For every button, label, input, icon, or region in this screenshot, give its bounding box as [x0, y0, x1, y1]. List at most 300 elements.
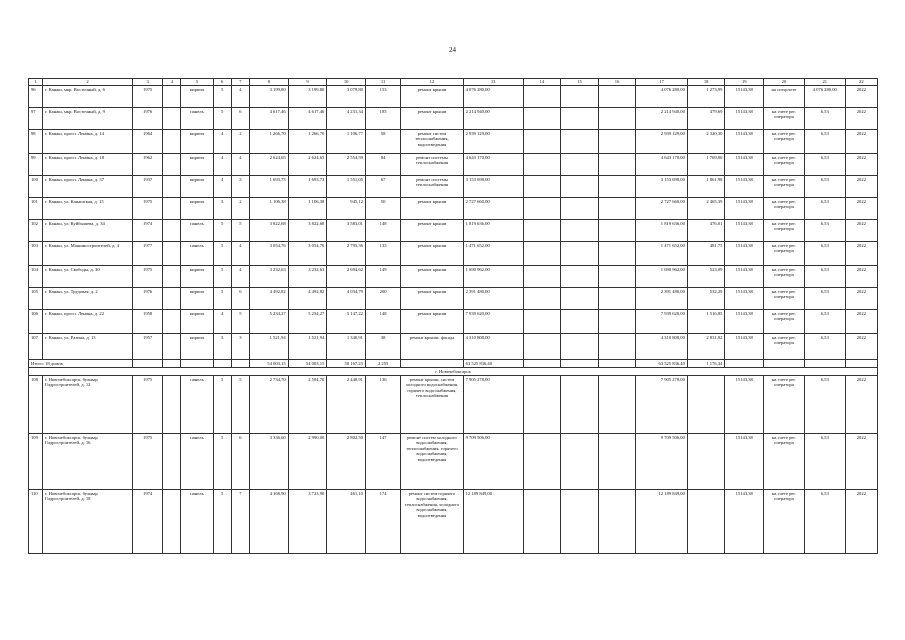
cell-c4	[163, 220, 181, 242]
cell-year: 1976	[133, 108, 163, 130]
cell-year: 1964	[133, 130, 163, 154]
cell-addr: г. Канаш, просп. Ленина, д. 37	[42, 176, 132, 198]
cell-fl: 3	[213, 198, 231, 220]
cell-c21: 6,53	[804, 376, 845, 434]
cell-n: 110	[29, 490, 43, 554]
cell-c19: 15143,38	[725, 130, 764, 154]
cell-c19: 15143,38	[725, 86, 764, 108]
cell-c4	[163, 86, 181, 108]
cell-fl: 4	[213, 310, 231, 334]
cell-year: 1975	[133, 266, 163, 288]
cell-ent: 5	[231, 376, 249, 434]
cell-c15	[561, 198, 599, 220]
cell-res: 38	[365, 334, 400, 360]
cell-res: 58	[365, 130, 400, 154]
cell-n: 106	[29, 310, 43, 334]
cell-ent: 4	[231, 242, 249, 266]
cell-ent: 4	[231, 86, 249, 108]
cell-res: 136	[365, 376, 400, 434]
cell-c22: 2022	[845, 176, 877, 198]
column-number: 3	[133, 79, 163, 86]
column-number: 12	[401, 79, 463, 86]
cell-a9: 2 990,00	[288, 434, 327, 490]
cell-addr: г. Новочебоксарск, бульвар Гидростроителей, д. 16	[42, 434, 132, 490]
cell-a8: 4 617,46	[250, 108, 289, 130]
cell-a9: 1 693,73	[288, 176, 327, 198]
total-a10: 50 167,23	[327, 360, 366, 368]
cell-c18: 476,01	[687, 220, 725, 242]
cell-c14	[523, 176, 561, 198]
total-empty	[561, 360, 599, 368]
cell-ent: 3	[231, 334, 249, 360]
cell-a9: 4 492,82	[288, 288, 327, 310]
cell-c20: на счете рег. оператора	[764, 108, 805, 130]
cell-ent: 6	[231, 434, 249, 490]
cell-c4	[163, 108, 181, 130]
cell-a9: 2 624,65	[288, 154, 327, 176]
cell-n: 97	[29, 108, 43, 130]
cell-fl: 5	[213, 490, 231, 554]
total-res: 2 255	[365, 360, 400, 368]
cell-c22: 2022	[845, 86, 877, 108]
cell-c18: 2 465,39	[687, 198, 725, 220]
cell-fl: 3	[213, 334, 231, 360]
cell-c18: 479,69	[687, 108, 725, 130]
total-empty	[845, 360, 877, 368]
cell-c22: 2022	[845, 334, 877, 360]
cell-year: 1937	[133, 176, 163, 198]
cell-a10: 2 440,91	[327, 376, 366, 434]
cell-n: 99	[29, 154, 43, 176]
cell-c20: на счете рег. оператора	[764, 176, 805, 198]
column-number: 21	[804, 79, 845, 86]
cell-c18: 2 831,92	[687, 334, 725, 360]
cell-c21: 6,53	[804, 266, 845, 288]
cell-a8: 3 054,76	[250, 242, 289, 266]
cell-fl: 5	[213, 86, 231, 108]
cell-c17: 7 905 278,00	[636, 376, 688, 434]
cell-c15	[561, 434, 599, 490]
cell-c20: на счете рег. оператора	[764, 434, 805, 490]
cell-c14	[523, 154, 561, 176]
cell-c15	[561, 266, 599, 288]
cell-c21: 6,53	[804, 176, 845, 198]
table-row	[29, 242, 878, 266]
cell-c18: 523,09	[687, 266, 725, 288]
column-number: 15	[561, 79, 599, 86]
cell-ent: 6	[231, 108, 249, 130]
column-number: 1	[29, 79, 43, 86]
cell-c17: 1 690 962,00	[636, 266, 688, 288]
cell-fl: 5	[213, 242, 231, 266]
capital-repair-table	[28, 78, 878, 554]
cell-c4	[163, 288, 181, 310]
total-empty	[213, 360, 231, 368]
column-number: 22	[845, 79, 877, 86]
cell-fl: 4	[213, 130, 231, 154]
cell-a8: 1 106,38	[250, 198, 289, 220]
cell-c22: 2022	[845, 154, 877, 176]
cell-c17: 7 939 620,00	[636, 310, 688, 334]
cell-res: 148	[365, 220, 400, 242]
cell-a10: 945,12	[327, 198, 366, 220]
cell-c16	[598, 108, 636, 130]
column-number: 4	[163, 79, 181, 86]
cell-c15	[561, 242, 599, 266]
cell-mat: кирпич	[181, 86, 213, 108]
cell-res: 84	[365, 154, 400, 176]
cell-c19: 15143,38	[725, 490, 764, 554]
cell-fl: 5	[213, 266, 231, 288]
cell-res: 135	[365, 242, 400, 266]
cell-c21: 4 076 280,00	[804, 86, 845, 108]
cell-cost: 7 939 620,00	[463, 310, 523, 334]
table-row	[29, 130, 878, 154]
cell-c16	[598, 130, 636, 154]
cell-addr: г. Канаш, просп. Ленина, д. 22	[42, 310, 132, 334]
table-row	[29, 176, 878, 198]
cell-c14	[523, 266, 561, 288]
total-empty	[231, 360, 249, 368]
cell-c4	[163, 154, 181, 176]
cell-a8: 3 336,60	[250, 434, 289, 490]
cell-c20: на счете рег. оператора	[764, 376, 805, 434]
total-empty	[804, 360, 845, 368]
cell-a9: 3 054,76	[288, 242, 327, 266]
cell-c21: 6,53	[804, 334, 845, 360]
cell-c4	[163, 310, 181, 334]
cell-c14	[523, 242, 561, 266]
cell-c14	[523, 198, 561, 220]
total-label: Итого: 18 домов	[29, 360, 133, 368]
cell-n: 105	[29, 288, 43, 310]
column-number: 10	[327, 79, 366, 86]
cell-mat: кирпич	[181, 288, 213, 310]
cell-res: 185	[365, 108, 400, 130]
total-empty	[725, 360, 764, 368]
cell-c20: на счете рег. оператора	[764, 130, 805, 154]
cell-addr: г. Новочебоксарск, бульвар Гидростроителей, д. 18	[42, 490, 132, 554]
cell-work: ремонт системы теплоснабжения	[401, 176, 463, 198]
cell-work: ремонт систем горячего водоснабжения, теплоснабжения, холодного водоснабжения, водоотведения	[401, 490, 463, 554]
cell-c15	[561, 376, 599, 434]
cell-c17: 2 391 480,00	[636, 288, 688, 310]
cell-n: 103	[29, 242, 43, 266]
cell-c18: 1 273,99	[687, 86, 725, 108]
cell-c21: 6,53	[804, 434, 845, 490]
cell-c14	[523, 310, 561, 334]
cell-a9: 1 266,70	[288, 130, 327, 154]
cell-c14	[523, 108, 561, 130]
city-heading-row	[29, 368, 878, 376]
cell-c16	[598, 154, 636, 176]
table-row	[29, 266, 878, 288]
table-row	[29, 490, 878, 554]
cell-c4	[163, 198, 181, 220]
cell-cost: 1 819 636,00	[463, 220, 523, 242]
total-empty	[163, 360, 181, 368]
total-cost: 63 525 836,40	[463, 360, 523, 368]
cell-mat: кирпич	[181, 334, 213, 360]
cell-ent: 4	[231, 154, 249, 176]
cell-c15	[561, 176, 599, 198]
total-empty	[133, 360, 163, 368]
table-row	[29, 334, 878, 360]
cell-a9: 4 617,46	[288, 108, 327, 130]
cell-a9: 3 199,80	[288, 86, 327, 108]
cell-mat: панель	[181, 108, 213, 130]
cell-a10: 461,10	[327, 490, 366, 554]
cell-a8: 2 734,70	[250, 376, 289, 434]
cell-a8: 1 521,94	[250, 334, 289, 360]
cell-work: ремонт крыши, фасада	[401, 334, 463, 360]
cell-cost: 7 905 278,00	[463, 376, 523, 434]
cell-c20: на спецсчете	[764, 86, 805, 108]
column-number: 7	[231, 79, 249, 86]
cell-c4	[163, 176, 181, 198]
cell-c18: 1 516,85	[687, 310, 725, 334]
total-c17: 63 525 836,40	[636, 360, 688, 368]
cell-mat: панель	[181, 376, 213, 434]
cell-c4	[163, 130, 181, 154]
cell-n: 100	[29, 176, 43, 198]
cell-n: 96	[29, 86, 43, 108]
cell-cost: 9 709 506,00	[463, 434, 523, 490]
cell-c4	[163, 376, 181, 434]
cell-a9: 5 234,27	[288, 310, 327, 334]
cell-fl: 5	[213, 434, 231, 490]
table-body	[29, 79, 878, 554]
cell-c18	[687, 434, 725, 490]
total-empty	[764, 360, 805, 368]
cell-c16	[598, 198, 636, 220]
cell-c21: 6,53	[804, 242, 845, 266]
cell-a10: 4 034,79	[327, 288, 366, 310]
table-row	[29, 154, 878, 176]
cell-ent: 3	[231, 176, 249, 198]
cell-c16	[598, 266, 636, 288]
cell-a10: 1 340,91	[327, 334, 366, 360]
cell-c21: 6,53	[804, 108, 845, 130]
table-row	[29, 310, 878, 334]
cell-mat: панель	[181, 220, 213, 242]
cell-c16	[598, 242, 636, 266]
total-empty	[598, 360, 636, 368]
cell-c16	[598, 310, 636, 334]
column-number: 11	[365, 79, 400, 86]
cell-c17: 9 709 506,00	[636, 434, 688, 490]
cell-c4	[163, 242, 181, 266]
column-number: 13	[463, 79, 523, 86]
cell-a10: 2 694,62	[327, 266, 366, 288]
cell-c17: 12 189 849,00	[636, 490, 688, 554]
cell-c17: 4 643 170,00	[636, 154, 688, 176]
cell-work: ремонт крыши, систем холодного водоснабжения, горячего водоснабжения, теплоснабжения	[401, 376, 463, 434]
cell-c20: на счете рег. оператора	[764, 266, 805, 288]
cell-res: 67	[365, 176, 400, 198]
cell-c4	[163, 266, 181, 288]
table-row	[29, 220, 878, 242]
cell-c22: 2022	[845, 130, 877, 154]
cell-year: 1975	[133, 434, 163, 490]
cell-c19: 15143,38	[725, 310, 764, 334]
column-number: 17	[636, 79, 688, 86]
cell-fl: 5	[213, 376, 231, 434]
total-empty	[523, 360, 561, 368]
cell-mat: кирпич	[181, 176, 213, 198]
cell-c16	[598, 288, 636, 310]
cell-c15	[561, 220, 599, 242]
cell-c19: 15143,38	[725, 266, 764, 288]
cell-c19: 15143,38	[725, 198, 764, 220]
cell-year: 1962	[133, 154, 163, 176]
cell-a10: 4 231,34	[327, 108, 366, 130]
cell-ent: 6	[231, 288, 249, 310]
cell-c16	[598, 176, 636, 198]
cell-c4	[163, 434, 181, 490]
cell-c21: 6,53	[804, 198, 845, 220]
cell-c19: 15143,38	[725, 376, 764, 434]
column-number: 2	[42, 79, 132, 86]
cell-ent: 2	[231, 198, 249, 220]
cell-c20: на счете рег. оператора	[764, 288, 805, 310]
cell-mat: кирпич	[181, 310, 213, 334]
cell-fl: 5	[213, 220, 231, 242]
cell-ent: 4	[231, 266, 249, 288]
cell-a8: 3 232,63	[250, 266, 289, 288]
cell-c14	[523, 334, 561, 360]
cell-a9: 3 723,90	[288, 490, 327, 554]
column-number: 14	[523, 79, 561, 86]
cell-res: 174	[365, 490, 400, 554]
cell-c22: 2022	[845, 220, 877, 242]
table-row	[29, 434, 878, 490]
cell-cost: 12 189 849,00	[463, 490, 523, 554]
cell-c22: 2022	[845, 266, 877, 288]
total-c18: 1 176,34	[687, 360, 725, 368]
cell-mat: панель	[181, 242, 213, 266]
cell-c17: 2 727 660,00	[636, 198, 688, 220]
cell-year: 1976	[133, 288, 163, 310]
column-number: 19	[725, 79, 764, 86]
cell-addr: г. Канаш, ул. Трудовая, д. 2	[42, 288, 132, 310]
cell-c20: на счете рег. оператора	[764, 198, 805, 220]
column-number: 20	[764, 79, 805, 86]
cell-work: ремонт крыши	[401, 108, 463, 130]
cell-n: 109	[29, 434, 43, 490]
cell-c22: 2022	[845, 242, 877, 266]
cell-mat: кирпич	[181, 266, 213, 288]
cell-work: ремонт крыши	[401, 198, 463, 220]
cell-cost: 2 939 129,00	[463, 130, 523, 154]
cell-c17: 2 214 940,00	[636, 108, 688, 130]
cell-c15	[561, 154, 599, 176]
cell-a9: 3 232,63	[288, 266, 327, 288]
cell-n: 101	[29, 198, 43, 220]
cell-cost: 4 076 280,00	[463, 86, 523, 108]
cell-c22: 2022	[845, 490, 877, 554]
total-a9: 54 003,15	[288, 360, 327, 368]
cell-fl: 4	[213, 176, 231, 198]
table-row	[29, 108, 878, 130]
cell-fl: 5	[213, 108, 231, 130]
cell-year: 1975	[133, 86, 163, 108]
cell-c16	[598, 86, 636, 108]
cell-c16	[598, 220, 636, 242]
cell-c20: на счете рег. оператора	[764, 154, 805, 176]
cell-addr: г. Канаш, мкр. Восточный, д. 9	[42, 108, 132, 130]
cell-a8: 2 624,65	[250, 154, 289, 176]
cell-c14	[523, 220, 561, 242]
cell-a10: 3 079,80	[327, 86, 366, 108]
cell-c14	[523, 490, 561, 554]
cell-c17: 4 310 808,00	[636, 334, 688, 360]
cell-c4	[163, 490, 181, 554]
cell-work: ремонт крыши	[401, 266, 463, 288]
cell-c14	[523, 130, 561, 154]
cell-c21: 6,53	[804, 154, 845, 176]
cell-n: 108	[29, 376, 43, 434]
cell-year: 1975	[133, 376, 163, 434]
cell-c18: 481,75	[687, 242, 725, 266]
cell-c21: 6,53	[804, 490, 845, 554]
cell-addr: г. Канаш, ул. Разина, д. 13	[42, 334, 132, 360]
cell-cost: 4 643 170,00	[463, 154, 523, 176]
table-row	[29, 198, 878, 220]
table-row	[29, 376, 878, 434]
cell-c19: 15143,38	[725, 242, 764, 266]
cell-year: 1974	[133, 220, 163, 242]
cell-res: 153	[365, 86, 400, 108]
cell-mat: панель	[181, 434, 213, 490]
cell-c21: 6,53	[804, 288, 845, 310]
total-a8: 54 003,15	[250, 360, 289, 368]
cell-c20: на счете рег. оператора	[764, 334, 805, 360]
cell-c20: на счете рег. оператора	[764, 220, 805, 242]
cell-addr: г. Канаш, ул. Машиностроителей, д. 4	[42, 242, 132, 266]
cell-a10: 2 554,59	[327, 154, 366, 176]
cell-addr: г. Канаш, просп. Ленина, д. 14	[42, 130, 132, 154]
cell-mat: панель	[181, 490, 213, 554]
cell-cost: 1 471 652,00	[463, 242, 523, 266]
cell-res: 148	[365, 310, 400, 334]
cell-c18	[687, 490, 725, 554]
cell-res: 149	[365, 266, 400, 288]
column-number: 5	[181, 79, 213, 86]
cell-cost: 4 310 808,00	[463, 334, 523, 360]
cell-year: 1977	[133, 242, 163, 266]
cell-year: 1958	[133, 310, 163, 334]
cell-c18: 1 769,06	[687, 154, 725, 176]
cell-work: ремонт крыши	[401, 220, 463, 242]
cell-year: 1975	[133, 198, 163, 220]
cell-work: ремонт крыши	[401, 288, 463, 310]
table-row	[29, 288, 878, 310]
cell-res: 50	[365, 198, 400, 220]
cell-c19: 15143,38	[725, 220, 764, 242]
cell-c15	[561, 310, 599, 334]
cell-ent: 7	[231, 490, 249, 554]
cell-a9: 2 504,70	[288, 376, 327, 434]
cell-n: 98	[29, 130, 43, 154]
cell-c19: 15143,38	[725, 154, 764, 176]
cell-c19: 15143,38	[725, 334, 764, 360]
cell-work: ремонт системы теплоснабжения	[401, 154, 463, 176]
cell-c16	[598, 490, 636, 554]
cell-a8: 4 168,90	[250, 490, 289, 554]
cell-c20: на счете рег. оператора	[764, 310, 805, 334]
cell-a8: 5 234,27	[250, 310, 289, 334]
